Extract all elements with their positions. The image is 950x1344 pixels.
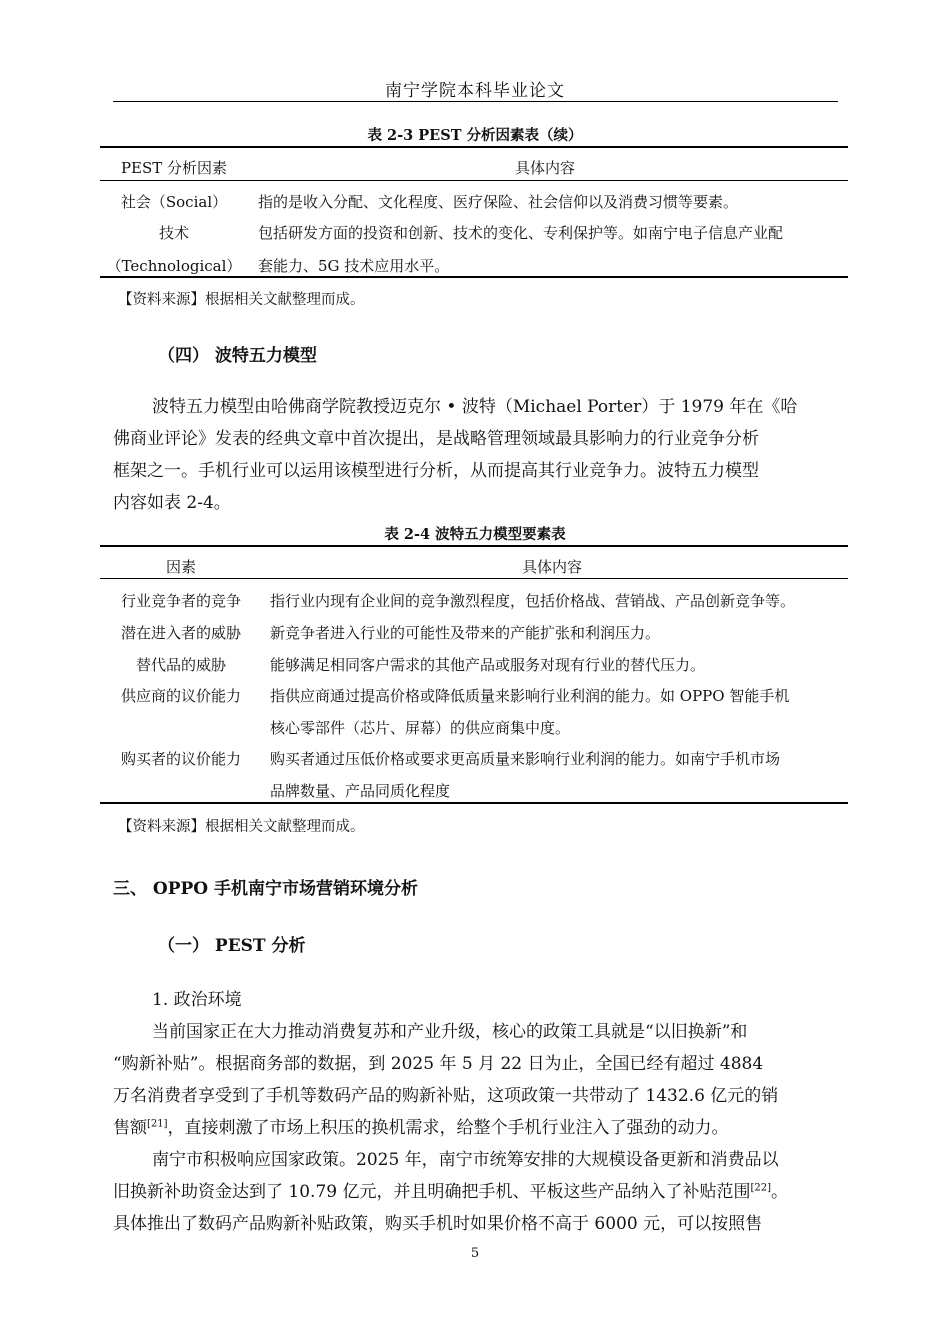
table-2-3-caption: 表 2-3 PEST 分析因素表（续） bbox=[367, 127, 583, 144]
table-2-4-caption: 表 2-4 波特五力模型要素表 bbox=[384, 526, 566, 543]
table-2-4-header-factor: 因素 bbox=[165, 558, 196, 576]
table-row-content: 包括研发方面的投资和创新、技术的变化、专利保护等。如南宁电子信息产业配 bbox=[258, 224, 784, 242]
table-row-factor: 行业竞争者的竞争 bbox=[120, 592, 241, 610]
page-number: 5 bbox=[470, 1246, 480, 1261]
citation-22: [22] bbox=[750, 1182, 772, 1194]
table-2-4-header-content: 具体内容 bbox=[522, 558, 583, 576]
paragraph-line: 具体推出了数码产品购新补贴政策，购买手机时如果价格不高于 6000 元，可以按照售 bbox=[113, 1214, 763, 1234]
citation-21: [21] bbox=[147, 1118, 168, 1130]
table-row-content: 品牌数量、产品同质化程度 bbox=[270, 782, 451, 800]
header-divider bbox=[113, 101, 838, 102]
table-row-factor: 技术 bbox=[158, 224, 189, 242]
paragraph-line: 当前国家正在大力推动消费复苏和产业升级，核心的政策工具就是“以旧换新”和 bbox=[152, 1022, 748, 1042]
table-row-content: 核心零部件（芯片、屏幕）的供应商集中度。 bbox=[270, 719, 571, 737]
paragraph-line: 佛商业评论》发表的经典文章中首次提出，是战略管理领域最具影响力的行业竞争分析 bbox=[113, 429, 759, 449]
table-row-content: 购买者通过压低价格或要求更高质量来影响行业利润的能力。如南宁手机市场 bbox=[270, 750, 781, 768]
paragraph-line: 万名消费者享受到了手机等数码产品的购新补贴，这项政策一共带动了 1432.6 亿元的销 bbox=[113, 1086, 779, 1106]
paragraph-line: 南宁市积极响应国家政策。2025 年，南宁市统筹安排的大规模设备更新和消费品以 bbox=[152, 1150, 779, 1170]
paragraph-line: 内容如表 2-4。 bbox=[113, 493, 231, 513]
paragraph-line: 旧换新补助资金达到了 10.79 亿元，并且明确把手机、平板这些产品纳入了补贴范围[22]。 bbox=[113, 1182, 789, 1202]
section-heading-porter: （四） 波特五力模型 bbox=[158, 346, 317, 366]
table-row-content: 套能力、5G 技术应用水平。 bbox=[258, 257, 450, 275]
table-row-content: 能够满足相同客户需求的其他产品或服务对现有行业的替代压力。 bbox=[270, 656, 706, 674]
paragraph-line: “购新补贴”。根据商务部的数据，到 2025 年 5 月 22 日为止，全国已经有超过 4884 bbox=[113, 1054, 764, 1074]
table-2-3-bottom-rule bbox=[100, 276, 848, 278]
running-header: 南宁学院本科毕业论文 bbox=[385, 81, 565, 101]
table-row-factor: 购买者的议价能力 bbox=[120, 750, 241, 768]
chapter-heading: 三、 OPPO 手机南宁市场营销环境分析 bbox=[113, 879, 419, 899]
table-2-4-source: 【资料来源】根据相关文献整理而成。 bbox=[118, 819, 365, 835]
table-row-factor: （Technological） bbox=[106, 257, 242, 275]
table-2-4-bottom-rule bbox=[100, 802, 848, 804]
table-row-content: 新竞争者进入行业的可能性及带来的产能扩张和利润压力。 bbox=[270, 624, 661, 642]
table-2-3-header-rule bbox=[100, 180, 848, 181]
table-2-3-top-rule bbox=[100, 146, 848, 148]
paragraph-line: 售额[21]，直接刺激了市场上积压的换机需求，给整个手机行业注入了强劲的动力。 bbox=[113, 1118, 729, 1138]
table-2-4-header-rule bbox=[100, 578, 848, 579]
table-row-content: 指行业内现有企业间的竞争激烈程度，包括价格战、营销战、产品创新竞争等。 bbox=[270, 592, 796, 610]
table-2-4-top-rule bbox=[100, 545, 848, 547]
table-row-factor: 社会（Social） bbox=[120, 193, 228, 211]
table-row-content: 指供应商通过提高价格或降低质量来影响行业利润的能力。如 OPPO 智能手机 bbox=[270, 687, 790, 705]
paragraph-line: 框架之一。手机行业可以运用该模型进行分析，从而提高其行业竞争力。波特五力模型 bbox=[113, 461, 759, 481]
list-item-political: 1. 政治环境 bbox=[152, 990, 242, 1010]
table-row-factor: 供应商的议价能力 bbox=[120, 687, 241, 705]
table-2-3-header-content: 具体内容 bbox=[515, 159, 576, 177]
table-row-factor: 潜在进入者的威胁 bbox=[120, 624, 241, 642]
table-row-content: 指的是收入分配、文化程度、医疗保险、社会信仰以及消费习惯等要素。 bbox=[258, 193, 739, 211]
subsection-heading-pest: （一） PEST 分析 bbox=[158, 936, 306, 956]
paragraph-line: 波特五力模型由哈佛商学院教授迈克尔 • 波特（Michael Porter）于 1979 年在《哈 bbox=[152, 397, 798, 417]
table-2-3-source: 【资料来源】根据相关文献整理而成。 bbox=[118, 292, 365, 308]
table-2-3-header-factor: PEST 分析因素 bbox=[120, 159, 228, 177]
table-row-factor: 替代品的威胁 bbox=[135, 656, 226, 674]
